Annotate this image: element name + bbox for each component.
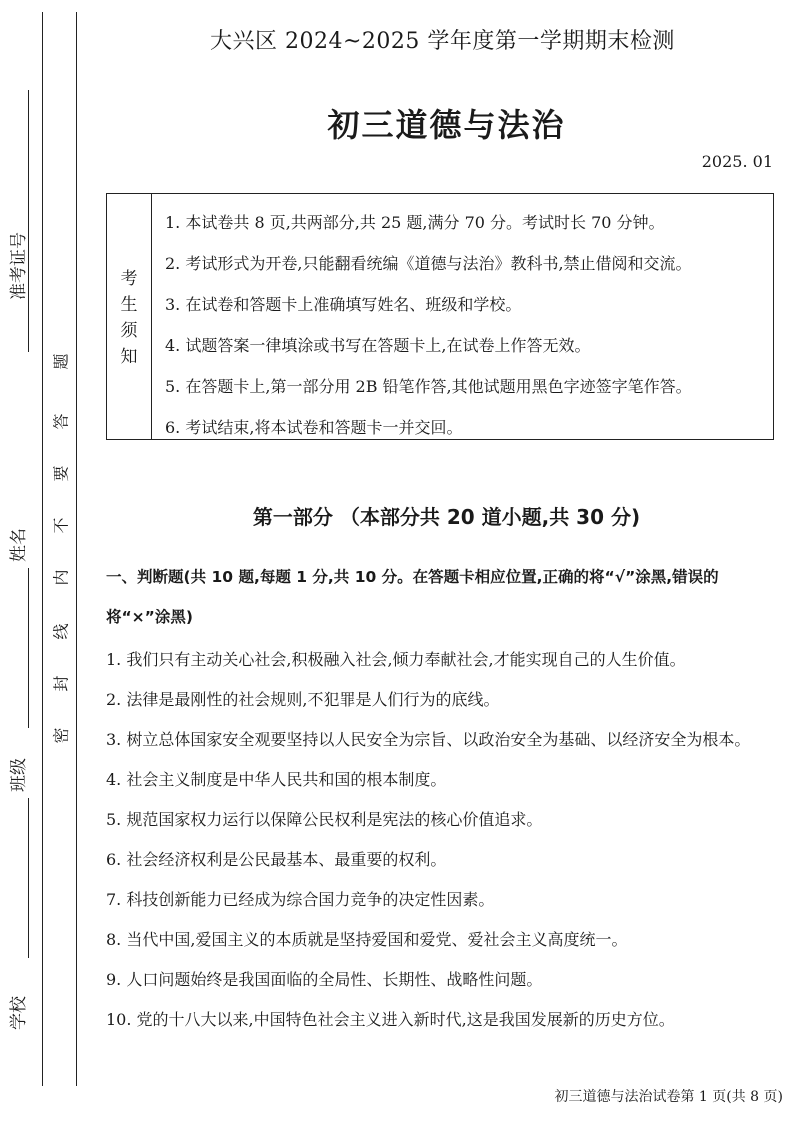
- question-item: 3. 树立总体国家安全观要坚持以人民安全为宗旨、以政治安全为基础、以经济安全为根本。: [106, 730, 751, 749]
- seal-char: 线: [51, 623, 71, 640]
- question-item: 10. 党的十八大以来,中国特色社会主义进入新时代,这是我国发展新的历史方位。: [106, 1010, 675, 1029]
- notice-side-title: [107, 266, 151, 370]
- notice-side-char: 知: [120, 347, 138, 367]
- notice-list: [165, 202, 767, 448]
- question-list: [106, 640, 778, 1040]
- field-class-line[interactable]: [28, 798, 29, 958]
- seal-char: 答: [51, 413, 71, 430]
- notice-side-char: 须: [120, 321, 138, 341]
- question-item: 8. 当代中国,爱国主义的本质就是坚持爱国和爱党、爱社会主义高度统一。: [106, 930, 628, 949]
- notice-item: 4. 试题答案一律填涂或书写在答题卡上,在试卷上作答无效。: [165, 336, 591, 355]
- question-item: 2. 法律是最刚性的社会规则,不犯罪是人们行为的底线。: [106, 690, 500, 709]
- exam-district-line: 大兴区 2024~2025 学年度第一学期期末检测: [210, 29, 675, 54]
- exam-notice-box: [106, 193, 774, 440]
- question-item: 1. 我们只有主动关心社会,积极融入社会,倾力奉献社会,才能实现自己的人生价值。: [106, 650, 686, 669]
- field-name-label: 姓名: [9, 528, 29, 562]
- page-title: 初三道德与法治: [327, 106, 566, 144]
- notice-item: 1. 本试卷共 8 页,共两部分,共 25 题,满分 70 分。考试时长 70 分钟。: [165, 213, 665, 232]
- field-class-label: 班级: [9, 758, 29, 792]
- section-instruction: 一、判断题(共 10 题,每题 1 分,共 10 分。在答题卡相应位置,正确的将“√”涂黑,错误的将“×”涂黑): [106, 568, 719, 626]
- seal-char: 要: [51, 465, 71, 482]
- question-item: 7. 科技创新能力已经成为综合国力竞争的决定性因素。: [106, 890, 495, 909]
- question-item: 5. 规范国家权力运行以保障公民权利是宪法的核心价值追求。: [106, 810, 543, 829]
- page-footer: 初三道德与法治试卷第 1 页(共 8 页): [554, 1089, 783, 1105]
- notice-item: 6. 考试结束,将本试卷和答题卡一并交回。: [165, 418, 463, 437]
- notice-side-char: 生: [120, 295, 138, 315]
- field-school-label: 学校: [9, 996, 29, 1030]
- seal-char: 密: [51, 727, 71, 744]
- seal-char: 封: [51, 675, 71, 692]
- notice-item: 5. 在答题卡上,第一部分用 2B 铅笔作答,其他试题用黑色字迹签字笔作答。: [165, 377, 692, 396]
- field-name-line[interactable]: [28, 568, 29, 728]
- notice-side-char: 考: [120, 269, 138, 289]
- notice-side-column: [107, 194, 152, 439]
- binding-line-inner: [76, 12, 77, 1086]
- exam-date: 2025. 01: [701, 152, 773, 171]
- seal-char: 不: [51, 517, 71, 534]
- seal-char: 题: [51, 353, 71, 370]
- field-exam-number-line[interactable]: [28, 90, 29, 352]
- question-item: 4. 社会主义制度是中华人民共和国的根本制度。: [106, 770, 447, 789]
- binding-line-outer: [42, 12, 43, 1086]
- section-title: 第一部分 （本部分共 20 道小题,共 30 分): [252, 505, 641, 529]
- seal-char: 内: [51, 569, 71, 586]
- notice-item: 3. 在试卷和答题卡上准确填写姓名、班级和学校。: [165, 295, 522, 314]
- binding-margin: [0, 0, 100, 1123]
- field-exam-number-label: 准考证号: [9, 232, 29, 300]
- notice-item: 2. 考试形式为开卷,只能翻看统编《道德与法治》教科书,禁止借阅和交流。: [165, 254, 692, 273]
- question-item: 6. 社会经济权利是公民最基本、最重要的权利。: [106, 850, 447, 869]
- question-item: 9. 人口问题始终是我国面临的全局性、长期性、战略性问题。: [106, 970, 543, 989]
